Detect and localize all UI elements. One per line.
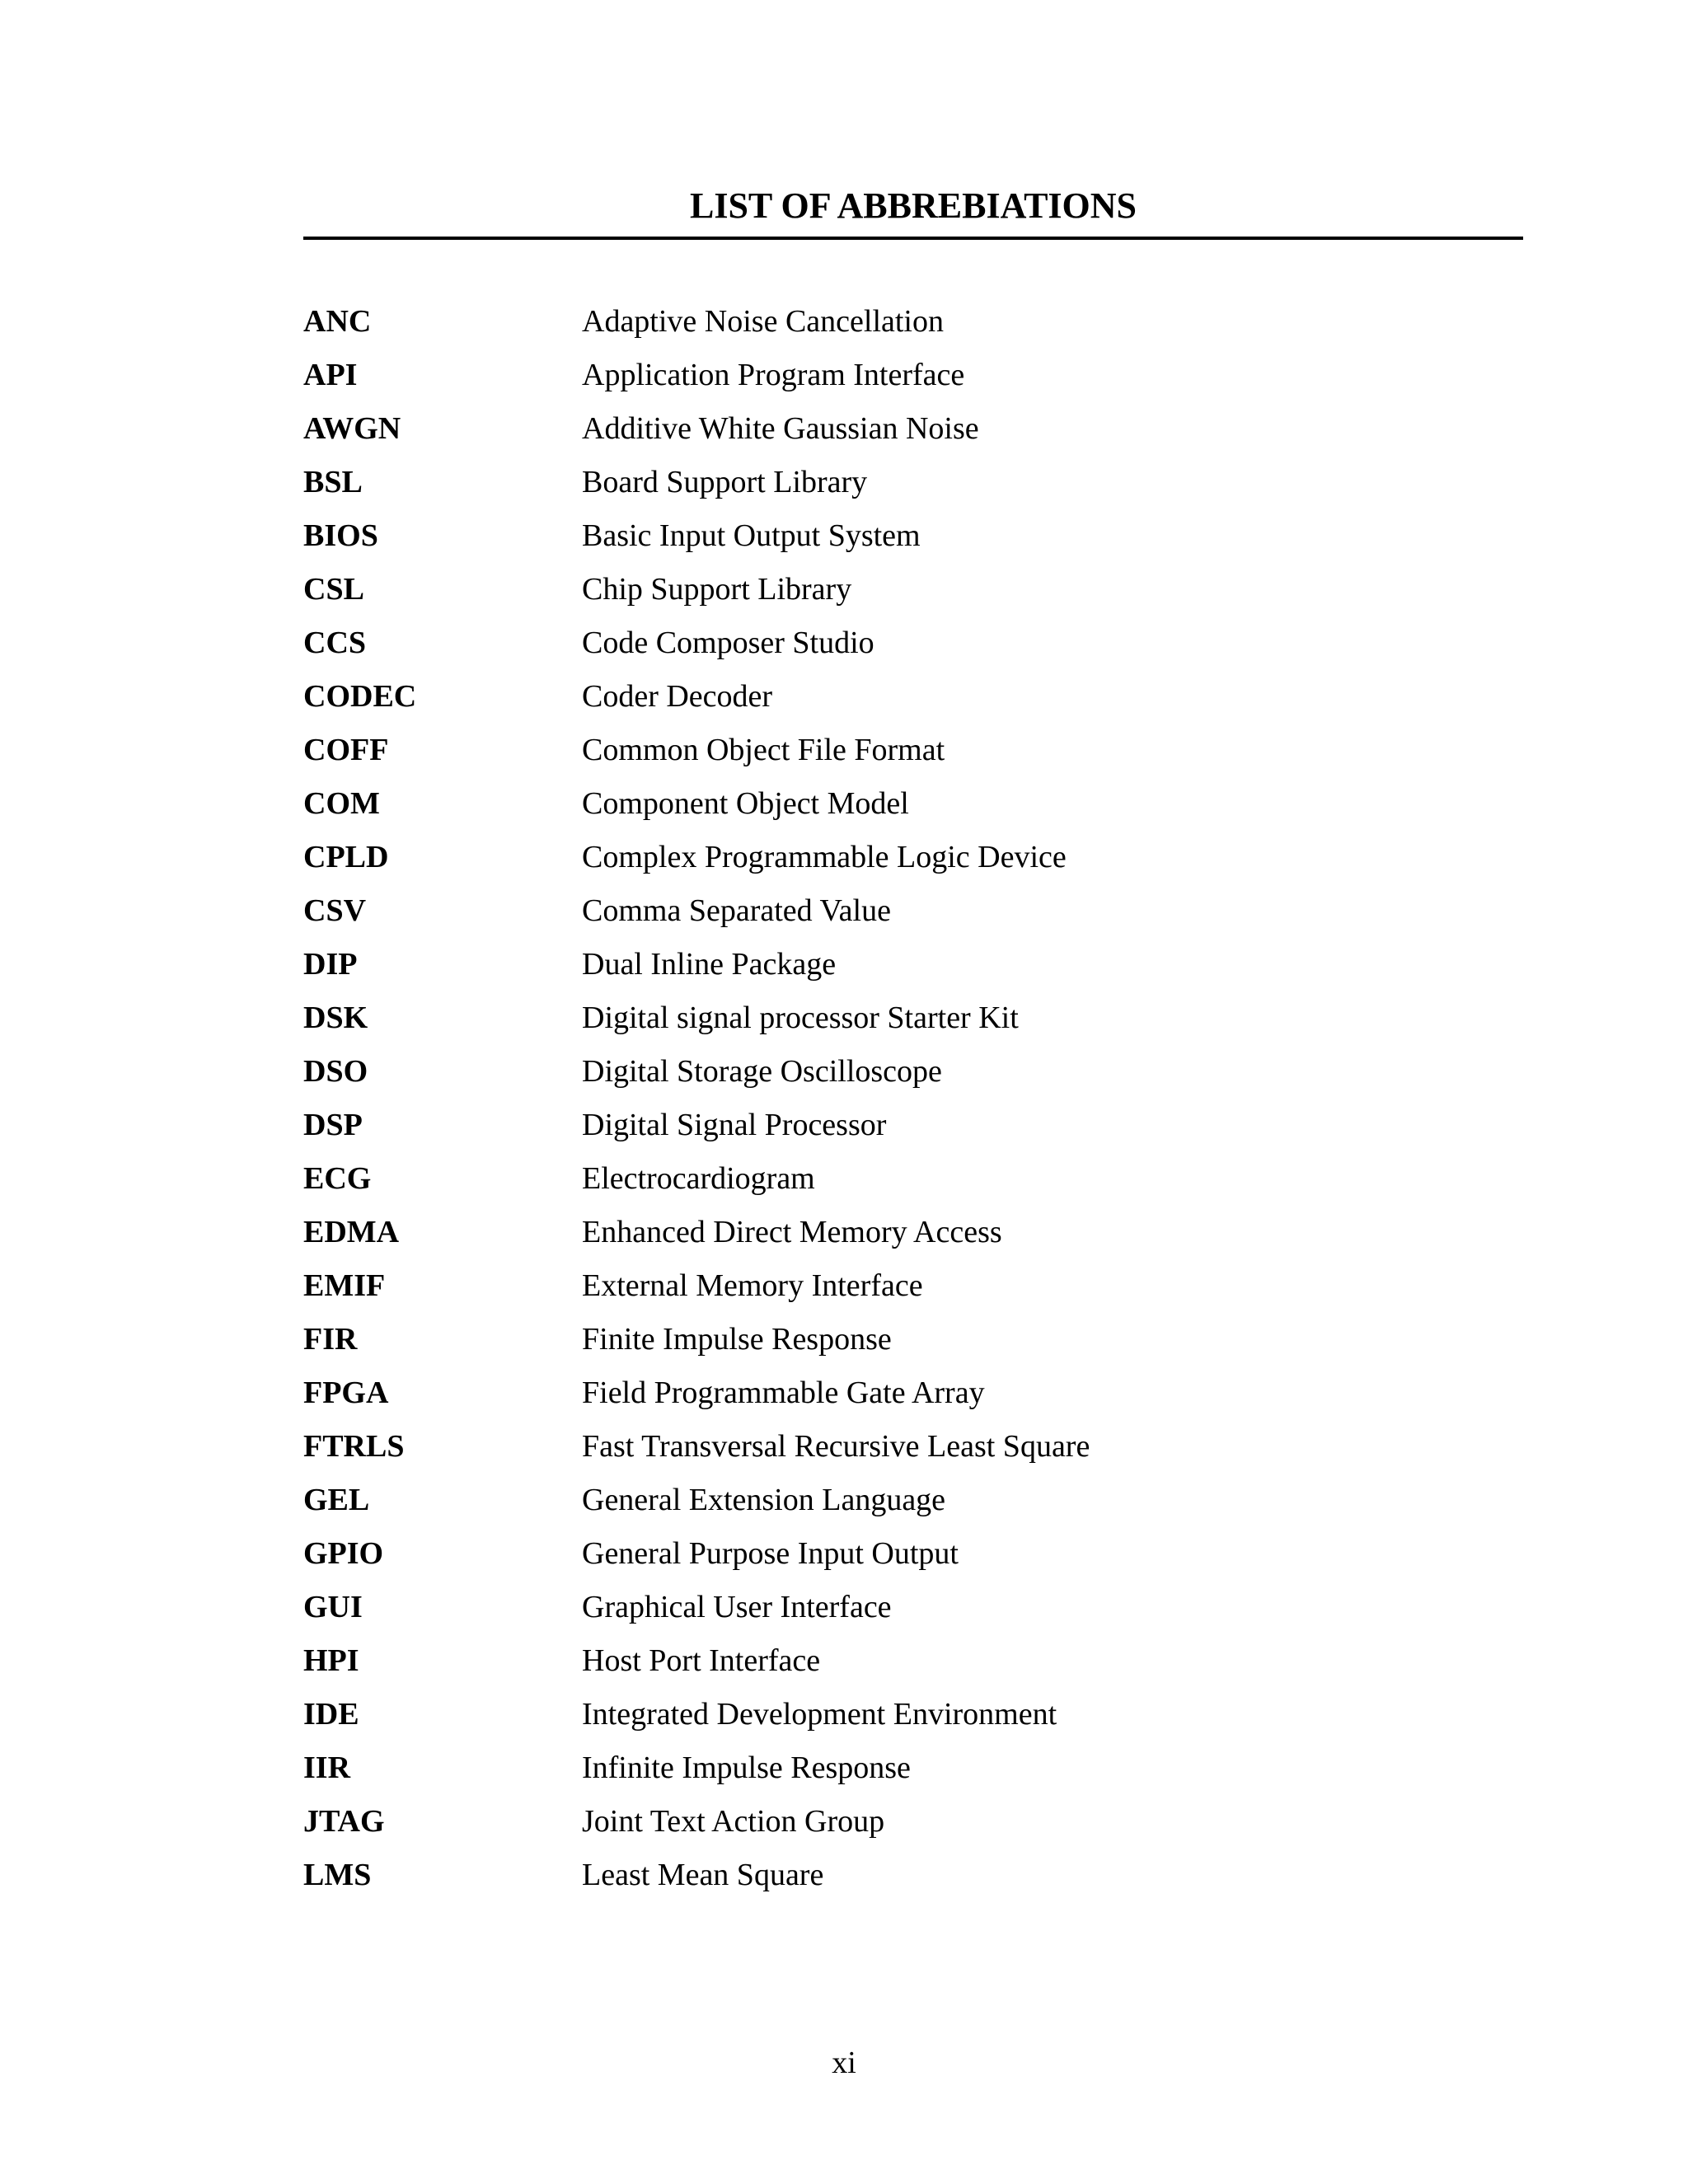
abbreviation-term: DIP — [303, 947, 358, 982]
abbreviation-term: EDMA — [303, 1215, 400, 1249]
abbreviation-definition: Electrocardiogram — [582, 1161, 815, 1196]
abbreviation-row — [303, 1259, 1523, 1313]
abbreviation-definition: Chip Support Library — [582, 572, 852, 607]
abbreviation-row — [303, 456, 1523, 509]
abbreviation-term: DSK — [303, 1001, 368, 1035]
abbreviation-row — [303, 1152, 1523, 1206]
abbreviation-term: LMS — [303, 1858, 372, 1892]
abbreviation-definition: Fast Transversal Recursive Least Square — [582, 1429, 1090, 1464]
abbreviation-row — [303, 1206, 1523, 1259]
abbreviation-definition: Digital Storage Oscilloscope — [582, 1054, 942, 1089]
abbreviation-row — [303, 1420, 1523, 1474]
abbreviation-row — [303, 1849, 1523, 1902]
abbreviation-term: BIOS — [303, 518, 378, 553]
abbreviation-row — [303, 563, 1523, 616]
abbreviation-row — [303, 831, 1523, 884]
abbreviation-row — [303, 1313, 1523, 1366]
abbreviation-row — [303, 1474, 1523, 1527]
abbreviation-row — [303, 1099, 1523, 1152]
abbreviation-row — [303, 1741, 1523, 1795]
abbreviation-term: CODEC — [303, 679, 417, 714]
abbreviation-row — [303, 1795, 1523, 1849]
abbreviation-term: IIR — [303, 1750, 351, 1785]
abbreviation-definition: Adaptive Noise Cancellation — [582, 304, 944, 339]
abbreviation-definition: General Extension Language — [582, 1483, 946, 1517]
abbreviation-term: CSL — [303, 572, 364, 607]
abbreviation-term: ECG — [303, 1161, 372, 1196]
abbreviation-term: HPI — [303, 1643, 359, 1678]
abbreviation-term: DSP — [303, 1108, 363, 1142]
abbreviation-term: FIR — [303, 1322, 358, 1357]
abbreviation-term: FTRLS — [303, 1429, 405, 1464]
abbreviation-definition: Host Port Interface — [582, 1643, 821, 1678]
abbreviation-row — [303, 402, 1523, 456]
abbreviation-definition: Joint Text Action Group — [582, 1804, 885, 1839]
abbreviation-term: IDE — [303, 1697, 359, 1732]
abbreviation-definition: Application Program Interface — [582, 358, 965, 392]
abbreviation-term: CPLD — [303, 840, 389, 874]
page-title: LIST OF ABBREBIATIONS — [689, 185, 1137, 226]
abbreviation-row — [303, 884, 1523, 938]
page-number: xi — [832, 2046, 856, 2080]
abbreviation-term: COM — [303, 786, 380, 821]
abbreviation-term: GPIO — [303, 1536, 384, 1571]
abbreviation-row — [303, 670, 1523, 724]
abbreviation-term: BSL — [303, 465, 363, 499]
abbreviation-definition: Code Composer Studio — [582, 626, 874, 660]
abbreviation-list — [303, 295, 1523, 1902]
abbreviation-term: EMIF — [303, 1268, 386, 1303]
abbreviation-definition: Finite Impulse Response — [582, 1322, 892, 1357]
abbreviation-row — [303, 938, 1523, 991]
abbreviation-term: COFF — [303, 733, 389, 767]
abbreviation-row — [303, 777, 1523, 831]
abbreviation-row — [303, 1527, 1523, 1581]
abbreviation-definition: External Memory Interface — [582, 1268, 923, 1303]
abbreviation-definition: Integrated Development Environment — [582, 1697, 1057, 1732]
abbreviation-definition: Graphical User Interface — [582, 1590, 892, 1624]
abbreviation-definition: Additive White Gaussian Noise — [582, 411, 979, 446]
abbreviation-definition: Board Support Library — [582, 465, 868, 499]
abbreviation-definition: Common Object File Format — [582, 733, 945, 767]
abbreviation-definition: Coder Decoder — [582, 679, 773, 714]
abbreviation-row — [303, 1634, 1523, 1688]
abbreviation-row — [303, 295, 1523, 349]
abbreviation-row — [303, 991, 1523, 1045]
abbreviation-term: FPGA — [303, 1376, 389, 1410]
abbreviation-term: JTAG — [303, 1804, 385, 1839]
abbreviation-term: API — [303, 358, 358, 392]
abbreviation-row — [303, 1045, 1523, 1099]
abbreviation-row — [303, 509, 1523, 563]
abbreviation-term: CSV — [303, 893, 367, 928]
abbreviation-term: GEL — [303, 1483, 370, 1517]
abbreviation-definition: Digital signal processor Starter Kit — [582, 1001, 1019, 1035]
abbreviation-term: GUI — [303, 1590, 363, 1624]
title-underline — [303, 237, 1523, 240]
abbreviation-definition: Infinite Impulse Response — [582, 1750, 911, 1785]
abbreviation-definition: General Purpose Input Output — [582, 1536, 959, 1571]
abbreviation-term: CCS — [303, 626, 367, 660]
abbreviation-definition: Complex Programmable Logic Device — [582, 840, 1067, 874]
abbreviation-definition: Field Programmable Gate Array — [582, 1376, 985, 1410]
abbreviation-definition: Dual Inline Package — [582, 947, 837, 982]
abbreviation-definition: Component Object Model — [582, 786, 909, 821]
abbreviation-definition: Comma Separated Value — [582, 893, 891, 928]
abbreviation-term: AWGN — [303, 411, 401, 446]
abbreviation-definition: Least Mean Square — [582, 1858, 824, 1892]
abbreviation-row — [303, 1366, 1523, 1420]
abbreviation-definition: Basic Input Output System — [582, 518, 921, 553]
abbreviation-row — [303, 724, 1523, 777]
abbreviation-row — [303, 1688, 1523, 1741]
abbreviation-term: ANC — [303, 304, 372, 339]
abbreviation-row — [303, 1581, 1523, 1634]
abbreviation-row — [303, 349, 1523, 402]
abbreviation-definition: Enhanced Direct Memory Access — [582, 1215, 1002, 1249]
abbreviation-row — [303, 616, 1523, 670]
abbreviation-definition: Digital Signal Processor — [582, 1108, 887, 1142]
abbreviation-term: DSO — [303, 1054, 368, 1089]
